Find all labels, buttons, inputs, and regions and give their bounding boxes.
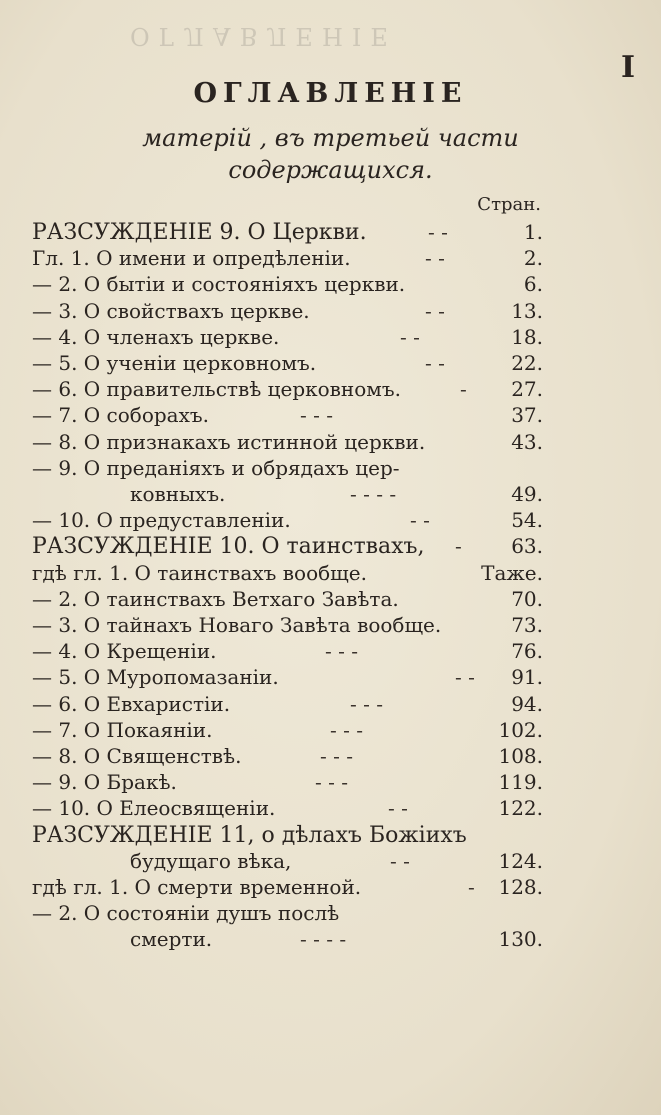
entry-title: — 9. О преданіяхъ и обрядахъ цер- [32, 455, 400, 480]
entry-title: — 8. О признакахъ истинной церкви. [32, 429, 426, 454]
page-ref: 76. [511, 639, 543, 664]
leader-dashes: - - [428, 220, 448, 244]
entry-title: — 7. О Покаяніи. [32, 717, 213, 742]
entry-title: — 6. О Евхаристіи. [32, 691, 231, 716]
entry-title: — 2. О состояніи душъ послѣ [32, 901, 340, 926]
page-ref: 102. [498, 717, 543, 742]
page-ref: 37. [511, 403, 543, 428]
entry-title: Гл. 1. О имени и опредѣленіи. [32, 246, 351, 271]
page-number: I [620, 50, 635, 85]
page-ref: 128. [498, 875, 543, 899]
leader-dashes: - - - - [300, 927, 347, 952]
page-ref: 13. [511, 298, 543, 323]
leader-dashes: - - [425, 298, 445, 323]
page-ref: 49. [511, 482, 543, 506]
leader-dashes: - [455, 534, 462, 559]
leader-dashes: - - - [300, 403, 333, 428]
page-ref: Таже. [481, 560, 543, 585]
subtitle-line-2: содержащихся. [228, 156, 433, 184]
leader-dashes: - - - [320, 744, 353, 768]
entry-title: будущаго вѣка, [130, 848, 292, 873]
page-ref: 91. [511, 665, 543, 690]
leader-dashes: - [460, 377, 467, 402]
leader-dashes: - [468, 875, 475, 899]
entry-title: — 5. О ученіи церковномъ. [32, 351, 317, 375]
page-ref: 2. [523, 246, 543, 271]
leader-dashes: - - [455, 665, 475, 690]
entry-title: — 9. О Бракѣ. [32, 770, 177, 795]
leader-dashes: - - [400, 324, 420, 349]
entry-title: — 3. О свойствахъ церкве. [32, 298, 310, 323]
entry-title: РАЗСУЖДЕНІЕ 9. О Церкви. [32, 220, 367, 245]
page-ref: 122. [498, 796, 543, 821]
entry-title: — 4. О Крещеніи. [32, 639, 217, 664]
page-title: ОГЛАВЛЕНІЕ [193, 78, 468, 109]
page-ref: 63. [511, 534, 543, 559]
entry-title: — 2. О таинствахъ Ветхаго Завѣта. [32, 586, 399, 611]
page-ref: 6. [523, 272, 543, 297]
leader-dashes: - - [388, 796, 408, 821]
entry-title: — 10. О Елеосвященіи. [32, 796, 276, 821]
page-ref: 18. [511, 324, 543, 349]
leader-dashes: - - - - [350, 482, 397, 506]
leader-dashes: - - [425, 351, 445, 375]
entry-title: РАЗСУЖДЕНІЕ 11, о дѣлахъ Божіихъ [32, 822, 467, 848]
page-ref: 43. [511, 429, 543, 454]
bleed-through-text: ОГЛАВЛЕНІЕ [130, 22, 397, 50]
entry-title: гдѣ гл. 1. О таинствахъ вообще. [32, 560, 367, 585]
leader-dashes: - - [425, 246, 445, 271]
entry-title: — 4. О членахъ церкве. [32, 324, 280, 349]
leader-dashes: - - - [315, 770, 348, 795]
leader-dashes: - - - [330, 717, 363, 742]
entry-title: — 2. О бытіи и состояніяхъ церкви. [32, 272, 406, 297]
page-ref: 27. [511, 377, 543, 402]
page-ref: 124. [498, 848, 543, 873]
entry-title: ковныхъ. [130, 482, 226, 506]
entry-title: смерти. [130, 927, 213, 952]
leader-dashes: - - - [325, 639, 358, 664]
entry-title: гдѣ гл. 1. О смерти временной. [32, 875, 362, 899]
page-ref: 130. [498, 927, 543, 952]
page-ref: 1. [523, 220, 543, 244]
page-ref: 70. [511, 586, 543, 611]
leader-dashes: - - [410, 508, 430, 533]
page-ref: 108. [498, 744, 543, 768]
entry-title: — 5. О Муропомазаніи. [32, 665, 279, 690]
entry-title: — 8. О Священствѣ. [32, 744, 242, 768]
page-ref: 22. [511, 351, 543, 375]
page-ref: 94. [511, 691, 543, 716]
subtitle-line-1: матерій , въ третьей части [142, 124, 519, 152]
page-ref: 119. [498, 770, 543, 795]
leader-dashes: - - [390, 848, 410, 873]
entry-title: — 3. О тайнахъ Новаго Завѣта вообще. [32, 613, 442, 637]
entry-title: — 6. О правительствѣ церковномъ. [32, 377, 401, 402]
page-ref: 54. [511, 508, 543, 533]
table-row [0, 927, 661, 957]
page-ref: 73. [511, 613, 543, 637]
leader-dashes: - - - [350, 691, 383, 716]
entry-title: РАЗСУЖДЕНІЕ 10. О таинствахъ, [32, 534, 425, 560]
column-header: Стран. [477, 194, 541, 215]
entry-title: — 7. О соборахъ. [32, 403, 209, 428]
entry-title: — 10. О предуставленіи. [32, 508, 291, 533]
